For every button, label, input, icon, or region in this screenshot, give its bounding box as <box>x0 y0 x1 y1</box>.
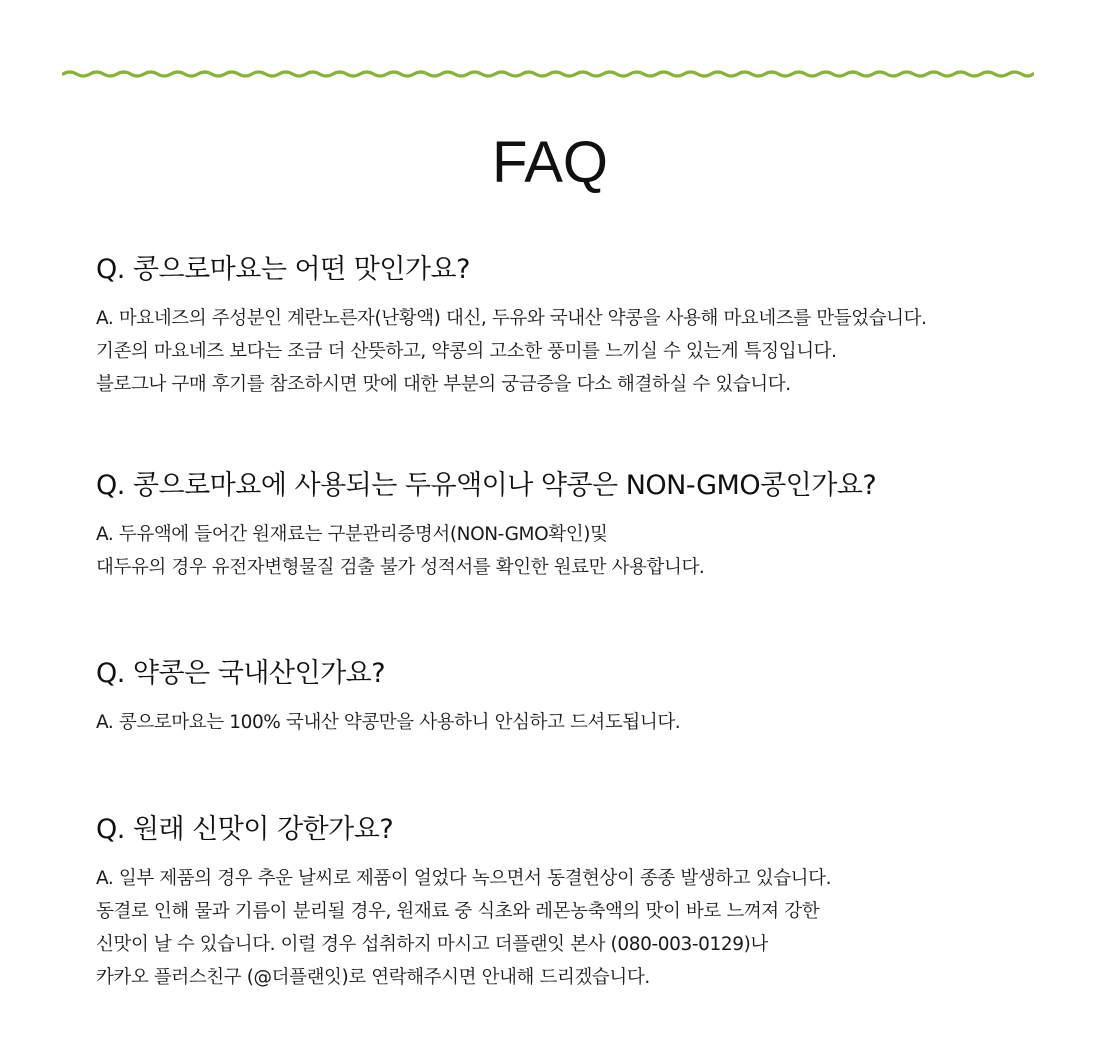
faq-item <box>96 468 1056 584</box>
faq-answer-line: A. 일부 제품의 경우 추운 날씨로 제품이 얼었다 녹으면서 동결현상이 종종 발생하고 있습니다. <box>96 868 832 889</box>
faq-answer-line: A. 콩으로마요는 100% 국내산 약콩만을 사용하니 안심하고 드셔도됩니다. <box>96 712 681 733</box>
faq-item <box>96 812 1056 994</box>
faq-question: Q. 원래 신맛이 강한가요? <box>96 814 394 845</box>
faq-item <box>96 656 1056 739</box>
faq-answer-line: A. 마요네즈의 주성분인 계란노른자(난황액) 대신, 두유와 국내산 약콩을 사용해 마요네즈를 만들었습니다. <box>96 308 927 329</box>
faq-question: Q. 콩으로마요에 사용되는 두유액이나 약콩은 NON-GMO콩인가요? <box>96 470 877 501</box>
faq-question: Q. 콩으로마요는 어떤 맛인가요? <box>96 254 470 285</box>
faq-item <box>96 252 1056 401</box>
faq-answer-line: A. 두유액에 들어간 원재료는 구분관리증명서(NON-GMO확인)및 <box>96 524 608 545</box>
faq-answer-line: 동결로 인해 물과 기름이 분리될 경우, 원재료 중 식초와 레몬농축액의 맛이 바로 느껴져 강한 <box>96 901 820 922</box>
faq-answer <box>96 518 1056 584</box>
faq-answer-line: 대두유의 경우 유전자변형물질 검출 불가 성적서를 확인한 원료만 사용합니다. <box>96 557 705 578</box>
faq-answer-line: 신맛이 날 수 있습니다. 이럴 경우 섭취하지 마시고 더플랜잇 본사 (080-003-0129)나 <box>96 934 768 955</box>
faq-answer-line: 기존의 마요네즈 보다는 조금 더 산뜻하고, 약콩의 고소한 풍미를 느끼실 수 있는게 특징입니다. <box>96 341 837 362</box>
page-title: FAQ <box>491 130 609 195</box>
faq-answer <box>96 862 1056 994</box>
wavy-divider <box>62 64 1034 84</box>
faq-answer-line: 카카오 플러스친구 (@더플랜잇)로 연락해주시면 안내해 드리겠습니다. <box>96 967 650 988</box>
faq-answer-line: 블로그나 구매 후기를 참조하시면 맛에 대한 부분의 궁금증을 다소 해결하실 수 있습니다. <box>96 374 791 395</box>
faq-question: Q. 약콩은 국내산인가요? <box>96 658 386 689</box>
faq-answer <box>96 302 1056 401</box>
faq-answer <box>96 706 1056 739</box>
